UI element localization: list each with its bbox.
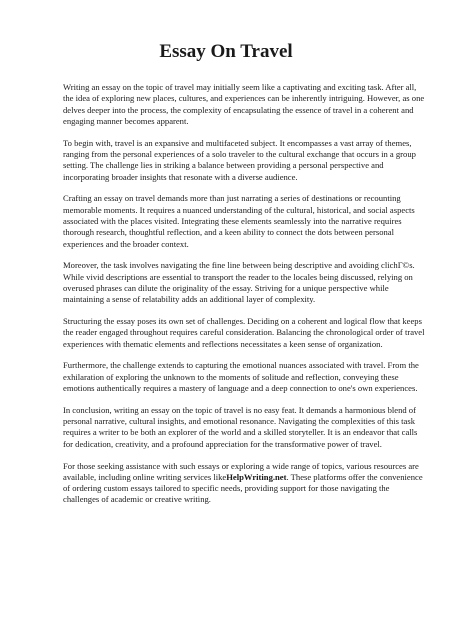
paragraph-1: Writing an essay on the topic of travel may initially seem like a captivating and exciting task. After all, the idea of exploring new places, cultures, and experiences can be inherently intriguing. However, as one delves deeper into the process, the complexity of encapsulating the essence of travel in a coherent and engaging manner becomes apparent.: [63, 82, 425, 126]
paragraph-4: Moreover, the task involves navigating the fine line between being descriptive and avoiding clichГ©s. While vivid descriptions are essential to transport the reader to the locales being discussed, relying on overused phrases can dilute the originality of the essay. Striving for a unique perspective while maintaining a sense of relatability adds an additional layer of complexity.: [63, 260, 415, 305]
closing-text-after: . These platforms offer the convenience of ordering custom essays tailored to specific needs, providing support for those navigating the challenges of academic or creative writing.: [63, 471, 423, 505]
paragraph-7: In conclusion, writing an essay on the topic of travel is no easy feat. It demands a harmonious blend of personal narrative, cultural insights, and emotional resonance. Navigating the complexities of this task requires a writer to be both an explorer of the world and a skilled storyteller. It is an endeavor that calls for dedication, creativity, and a profound appreciation for the transformative power of travel.: [63, 404, 418, 449]
paragraph-5: Structuring the essay poses its own set of challenges. Deciding on a coherent and logical flow that keeps the reader engaged throughout requires careful consideration. Balancing the chronological order of travel experiences with thematic elements and reflections necessitates a keen sense of organization.: [63, 316, 425, 349]
paragraph-6: Furthermore, the challenge extends to capturing the emotional nuances associated with travel. From the exhilaration of exploring the unknown to the moments of solitude and reflection, conveying these emotions authentically requires a mastery of language and a deep connection to one's own experiences.: [63, 360, 419, 394]
paragraph-closing: [63, 461, 425, 506]
paragraph-2: To begin with, travel is an expansive and multifaceted subject. It encompasses a vast array of themes, ranging from the personal experiences of a solo traveler to the cultural exchange that occurs in a group setting. The challenge lies in striking a balance between providing a personal perspective and incorporating broader insights that resonate with a diverse audience.: [63, 137, 416, 182]
helpwriting-link[interactable]: HelpWriting.net: [226, 471, 287, 482]
essay-body: [63, 82, 425, 516]
paragraph-3: Crafting an essay on travel demands more than just narrating a series of destinations or recounting memorable moments. It requires a nuanced understanding of the cultural, historical, and social aspects associated with the places visited. Integrating these elements seamlessly into the narrative requires thorough research, thoughtful reflection, and a keen ability to connect the dots between personal experiences and the broader context.: [63, 193, 415, 249]
closing-text-before: For those seeking assistance with such essays or exploring a wide range of topics, various resources are available, including online writing services like: [63, 460, 419, 482]
page-title: Essay On Travel: [159, 41, 293, 62]
